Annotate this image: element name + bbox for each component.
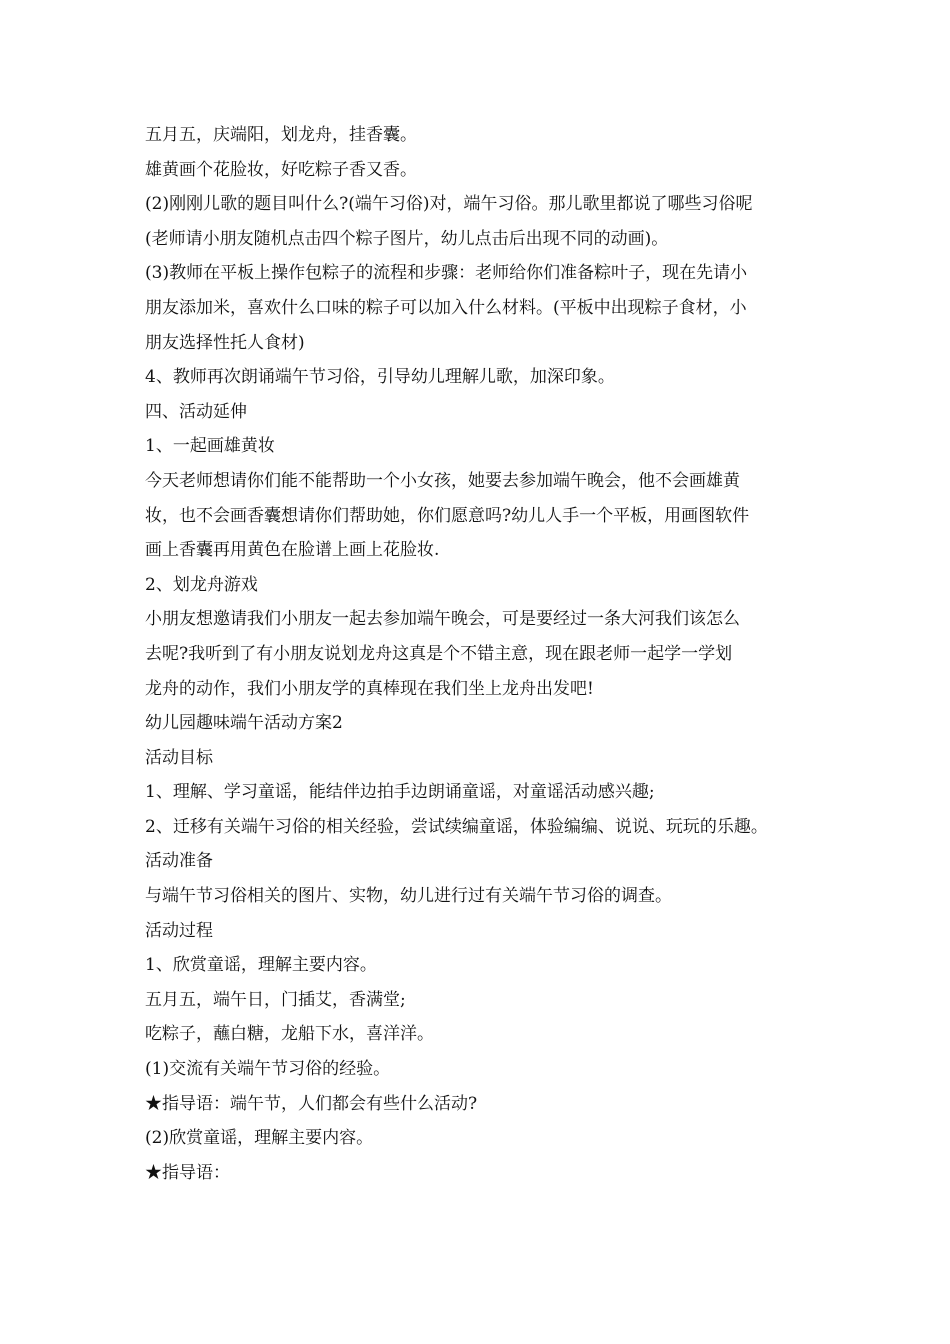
text-line: 小朋友想邀请我们小朋友一起去参加端午晚会，可是要经过一条大河我们该怎么 — [145, 609, 740, 630]
section-heading: 活动准备 — [145, 851, 213, 872]
text-line: ★指导语： — [145, 1162, 230, 1183]
text-line: 妆，也不会画香囊想请你们帮助她，你们愿意吗?幼儿人手一个平板，用画图软件 — [145, 505, 750, 526]
text-line: 吃粽子，蘸白糖，龙船下水，喜洋洋。 — [145, 1024, 434, 1045]
section-heading: 活动过程 — [145, 920, 213, 941]
section-heading: 活动目标 — [145, 747, 213, 768]
text-line: 与端午节习俗相关的图片、实物，幼儿进行过有关端午节习俗的调查。 — [145, 886, 672, 907]
subsection-heading: 2、划龙舟游戏 — [145, 574, 258, 595]
text-line: 画上香囊再用黄色在脸谱上画上花脸妆. — [145, 540, 440, 561]
text-line: 1、欣赏童谣，理解主要内容。 — [145, 955, 377, 976]
text-line: 朋友选择性托人食材) — [145, 332, 305, 353]
text-line: (1)交流有关端午节习俗的经验。 — [145, 1059, 391, 1080]
text-line: (2)刚刚儿歌的题目叫什么?(端午习俗)对，端午习俗。那儿歌里都说了哪些习俗呢 — [145, 194, 753, 215]
text-line: 朋友添加米，喜欢什么口味的粽子可以加入什么材料。(平板中出现粽子食材，小 — [145, 297, 747, 318]
text-line: 五月五，庆端阳，划龙舟，挂香囊。 — [145, 125, 417, 145]
text-line: 2、迁移有关端午习俗的相关经验，尝试续编童谣，体验编编、说说、玩玩的乐趣。 — [145, 816, 768, 837]
text-line: 1、理解、学习童谣，能结伴边拍手边朗诵童谣，对童谣活动感兴趣; — [145, 782, 655, 803]
document-body — [145, 118, 810, 1190]
text-line: (老师请小朋友随机点击四个粽子图片，幼儿点击后出现不同的动画)。 — [145, 228, 669, 249]
text-line: (2)欣赏童谣，理解主要内容。 — [145, 1128, 374, 1149]
text-line: ★指导语：端午节，人们都会有些什么活动? — [145, 1093, 478, 1114]
text-line: (3)教师在平板上操作包粽子的流程和步骤：老师给你们准备粽叶子，现在先请小 — [145, 263, 748, 284]
text-line: 去呢?我听到了有小朋友说划龙舟这真是个不错主意，现在跟老师一起学一学划 — [145, 643, 733, 664]
document-title: 幼儿园趣味端午活动方案2 — [145, 713, 343, 734]
text-line: 4、教师再次朗诵端午节习俗，引导幼儿理解儿歌，加深印象。 — [145, 367, 615, 388]
text-line: 雄黄画个花脸妆，好吃粽子香又香。 — [145, 159, 417, 180]
text-line: 五月五，端午日，门插艾，香满堂; — [145, 989, 406, 1010]
text-line: 龙舟的动作，我们小朋友学的真棒现在我们坐上龙舟出发吧! — [145, 678, 594, 699]
text-line: 今天老师想请你们能不能帮助一个小女孩，她要去参加端午晚会，他不会画雄黄 — [145, 470, 740, 491]
section-heading: 四、活动延伸 — [145, 401, 247, 422]
subsection-heading: 1、一起画雄黄妆 — [145, 436, 275, 457]
